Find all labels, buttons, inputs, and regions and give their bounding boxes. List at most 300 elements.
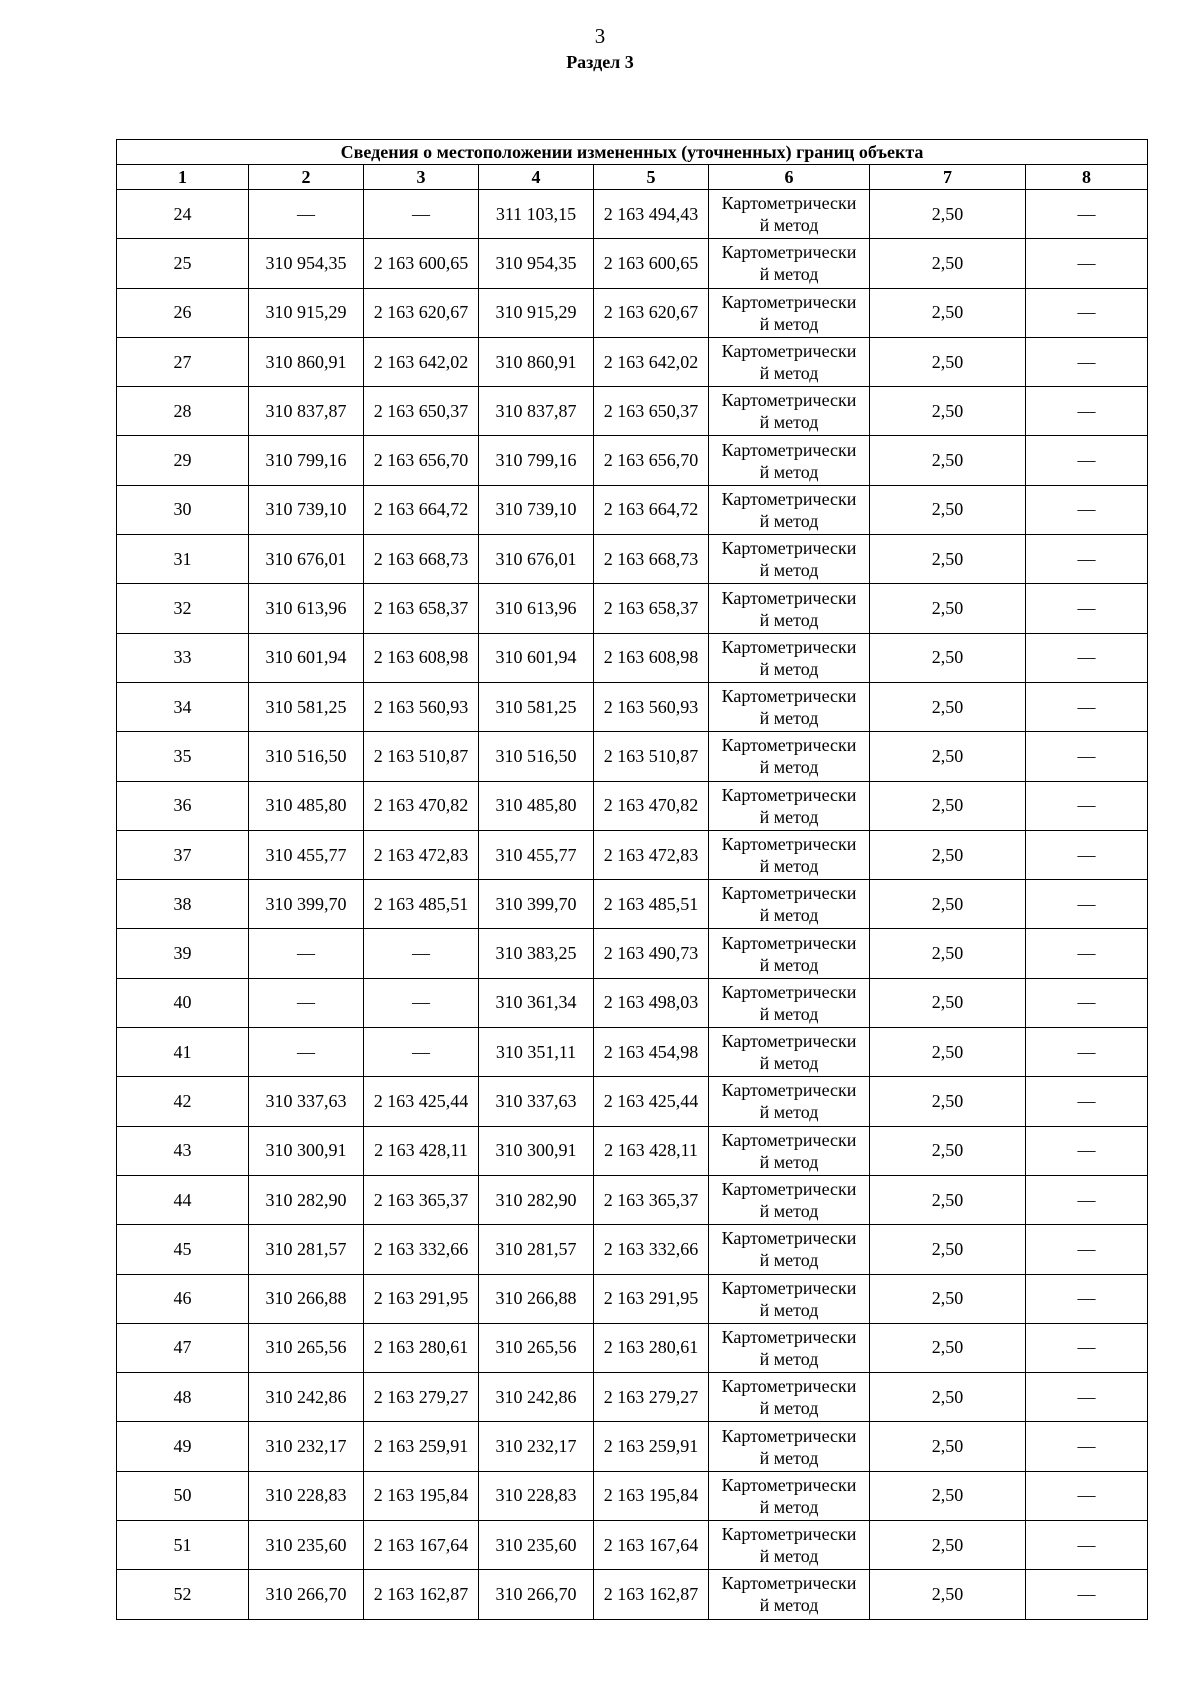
method-line: й метод <box>759 1201 819 1222</box>
method-line: й метод <box>759 1496 819 1517</box>
coordinate-cell: — <box>364 1028 479 1077</box>
method-cell <box>709 1323 870 1372</box>
coordinate-cell: 2 163 600,65 <box>364 239 479 288</box>
coordinate-cell: 2 163 195,84 <box>364 1471 479 1520</box>
accuracy-cell: 2,50 <box>870 1274 1026 1323</box>
method-cell <box>709 1175 870 1224</box>
coordinate-cell: 310 266,88 <box>479 1274 594 1323</box>
coordinate-cell: 310 516,50 <box>479 732 594 781</box>
table-row <box>117 1274 1148 1323</box>
point-number-cell: 48 <box>117 1373 249 1422</box>
coordinate-cell: 310 455,77 <box>249 830 364 879</box>
description-cell: — <box>1026 387 1148 436</box>
coordinate-cell: — <box>364 190 479 239</box>
point-number-cell: 25 <box>117 239 249 288</box>
point-number-cell: 28 <box>117 387 249 436</box>
coordinate-cell: 2 163 425,44 <box>594 1077 709 1126</box>
coordinate-cell: 310 266,88 <box>249 1274 364 1323</box>
method-line: й метод <box>759 1250 819 1271</box>
table-row <box>117 535 1148 584</box>
accuracy-cell: 2,50 <box>870 732 1026 781</box>
description-cell: — <box>1026 732 1148 781</box>
accuracy-cell: 2,50 <box>870 288 1026 337</box>
coordinate-cell: 2 163 332,66 <box>594 1225 709 1274</box>
column-number-row <box>117 165 1148 190</box>
coordinate-cell: 310 383,25 <box>479 929 594 978</box>
point-number-cell: 35 <box>117 732 249 781</box>
description-cell: — <box>1026 239 1148 288</box>
method-line: Картометрически <box>721 291 857 312</box>
accuracy-cell: 2,50 <box>870 1077 1026 1126</box>
coordinate-cell: 2 163 498,03 <box>594 978 709 1027</box>
table-row <box>117 1175 1148 1224</box>
method-cell <box>709 1471 870 1520</box>
coordinate-cell: 310 613,96 <box>249 584 364 633</box>
description-cell: — <box>1026 978 1148 1027</box>
coordinate-cell: 2 163 642,02 <box>364 337 479 386</box>
method-line: Картометрически <box>721 1129 857 1150</box>
accuracy-cell: 2,50 <box>870 1323 1026 1372</box>
method-cell <box>709 584 870 633</box>
accuracy-cell: 2,50 <box>870 1373 1026 1422</box>
method-line: й метод <box>759 1348 819 1369</box>
coordinate-cell: 2 163 620,67 <box>594 288 709 337</box>
coordinate-cell: 2 163 470,82 <box>364 781 479 830</box>
method-line: Картометрически <box>721 686 857 707</box>
description-cell: — <box>1026 190 1148 239</box>
description-cell: — <box>1026 1274 1148 1323</box>
method-line: Картометрически <box>721 1080 857 1101</box>
method-line: й метод <box>759 412 819 433</box>
point-number-cell: 41 <box>117 1028 249 1077</box>
description-cell: — <box>1026 781 1148 830</box>
coordinate-cell: 2 163 560,93 <box>594 682 709 731</box>
point-number-cell: 27 <box>117 337 249 386</box>
coordinate-cell: 2 163 658,37 <box>364 584 479 633</box>
description-cell: — <box>1026 1373 1148 1422</box>
method-line: Картометрически <box>721 1031 857 1052</box>
coordinate-cell: 2 163 279,27 <box>364 1373 479 1422</box>
section-title: Раздел 3 <box>566 52 634 72</box>
method-cell <box>709 880 870 929</box>
method-line: Картометрически <box>721 1228 857 1249</box>
point-number-cell: 39 <box>117 929 249 978</box>
point-number-cell: 45 <box>117 1225 249 1274</box>
method-cell <box>709 1521 870 1570</box>
coordinate-cell: — <box>249 1028 364 1077</box>
coordinate-cell: 310 799,16 <box>479 436 594 485</box>
coordinate-cell: 310 281,57 <box>479 1225 594 1274</box>
method-line: Картометрически <box>721 735 857 756</box>
coordinate-cell: 2 163 650,37 <box>364 387 479 436</box>
coordinate-cell: 2 163 485,51 <box>594 880 709 929</box>
method-line: й метод <box>759 1102 819 1123</box>
method-line: й метод <box>759 363 819 384</box>
table-row <box>117 682 1148 731</box>
table-row <box>117 239 1148 288</box>
method-cell <box>709 978 870 1027</box>
page-number: 3 <box>594 24 606 48</box>
description-cell: — <box>1026 830 1148 879</box>
method-line: Картометрически <box>721 784 857 805</box>
method-line: й метод <box>759 658 819 679</box>
coordinate-cell: 2 163 454,98 <box>594 1028 709 1077</box>
method-line: й метод <box>759 461 819 482</box>
accuracy-cell: 2,50 <box>870 1570 1026 1619</box>
coordinate-cell: 310 915,29 <box>249 288 364 337</box>
table-row <box>117 633 1148 682</box>
table-body <box>117 190 1148 1620</box>
table-row <box>117 190 1148 239</box>
coordinate-cell: 310 485,80 <box>479 781 594 830</box>
table-row <box>117 880 1148 929</box>
method-cell <box>709 485 870 534</box>
coordinate-cell: 310 799,16 <box>249 436 364 485</box>
accuracy-cell: 2,50 <box>870 880 1026 929</box>
table-row <box>117 1323 1148 1372</box>
coordinate-cell: 310 337,63 <box>249 1077 364 1126</box>
table-row <box>117 288 1148 337</box>
coordinate-cell: 2 163 425,44 <box>364 1077 479 1126</box>
coordinate-cell: 2 163 195,84 <box>594 1471 709 1520</box>
coordinate-cell: — <box>364 978 479 1027</box>
method-line: Картометрически <box>721 538 857 559</box>
coordinate-cell: 2 163 428,11 <box>364 1126 479 1175</box>
method-line: Картометрически <box>721 1425 857 1446</box>
method-cell <box>709 1077 870 1126</box>
method-line: Картометрически <box>721 636 857 657</box>
accuracy-cell: 2,50 <box>870 535 1026 584</box>
table-row <box>117 1225 1148 1274</box>
table-row <box>117 387 1148 436</box>
coordinate-cell: 310 228,83 <box>249 1471 364 1520</box>
description-cell: — <box>1026 337 1148 386</box>
coordinate-cell: 2 163 490,73 <box>594 929 709 978</box>
coordinate-cell: 2 163 600,65 <box>594 239 709 288</box>
coordinate-cell: 310 676,01 <box>249 535 364 584</box>
accuracy-cell: 2,50 <box>870 1471 1026 1520</box>
point-number-cell: 50 <box>117 1471 249 1520</box>
coordinate-cell: 2 163 259,91 <box>364 1422 479 1471</box>
coordinate-cell: 2 163 620,67 <box>364 288 479 337</box>
coordinate-cell: 310 516,50 <box>249 732 364 781</box>
method-cell <box>709 1570 870 1619</box>
coordinate-cell: 2 163 279,27 <box>594 1373 709 1422</box>
method-line: й метод <box>759 1447 819 1468</box>
method-cell <box>709 633 870 682</box>
column-number: 8 <box>1026 165 1148 190</box>
method-line: Картометрически <box>721 1573 857 1594</box>
method-line: й метод <box>759 1398 819 1419</box>
point-number-cell: 38 <box>117 880 249 929</box>
description-cell: — <box>1026 682 1148 731</box>
description-cell: — <box>1026 1570 1148 1619</box>
method-line: Картометрически <box>721 1326 857 1347</box>
method-cell <box>709 682 870 731</box>
description-cell: — <box>1026 485 1148 534</box>
coordinate-cell: 310 282,90 <box>479 1175 594 1224</box>
coordinate-cell: 2 163 560,93 <box>364 682 479 731</box>
method-line: й метод <box>759 1595 819 1616</box>
coordinate-cell: 310 232,17 <box>249 1422 364 1471</box>
table-row <box>117 732 1148 781</box>
point-number-cell: 24 <box>117 190 249 239</box>
coordinate-cell: 310 232,17 <box>479 1422 594 1471</box>
coordinate-cell: 2 163 291,95 <box>594 1274 709 1323</box>
accuracy-cell: 2,50 <box>870 1225 1026 1274</box>
point-number-cell: 42 <box>117 1077 249 1126</box>
method-line: Картометрически <box>721 834 857 854</box>
point-number-cell: 37 <box>117 830 249 879</box>
point-number-cell: 36 <box>117 781 249 830</box>
table-row <box>117 1471 1148 1520</box>
coordinate-cell: 2 163 280,61 <box>364 1323 479 1372</box>
coordinate-cell: 2 163 162,87 <box>594 1570 709 1619</box>
method-line: й метод <box>759 1151 819 1172</box>
description-cell: — <box>1026 1077 1148 1126</box>
method-line: Картометрически <box>721 488 857 509</box>
method-line: Картометрически <box>721 883 857 904</box>
description-cell: — <box>1026 436 1148 485</box>
column-number: 1 <box>117 165 249 190</box>
coordinate-cell: 310 837,87 <box>479 387 594 436</box>
table-row <box>117 1373 1148 1422</box>
method-cell <box>709 1274 870 1323</box>
coordinate-cell: 2 163 365,37 <box>594 1175 709 1224</box>
coordinate-cell: 2 163 494,43 <box>594 190 709 239</box>
coordinate-cell: 2 163 656,70 <box>594 436 709 485</box>
coordinate-cell: 2 163 650,37 <box>594 387 709 436</box>
method-line: Картометрически <box>721 1277 857 1298</box>
method-cell <box>709 535 870 584</box>
accuracy-cell: 2,50 <box>870 436 1026 485</box>
table-caption: Сведения о местоположении измененных (уточненных) границ объекта <box>117 140 1148 165</box>
point-number-cell: 52 <box>117 1570 249 1619</box>
accuracy-cell: 2,50 <box>870 387 1026 436</box>
column-number: 6 <box>709 165 870 190</box>
column-number: 4 <box>479 165 594 190</box>
method-line: Картометрически <box>721 242 857 263</box>
method-line: Картометрически <box>721 1524 857 1545</box>
method-cell <box>709 732 870 781</box>
coordinate-cell: 310 242,86 <box>479 1373 594 1422</box>
table-row <box>117 1126 1148 1175</box>
point-number-cell: 43 <box>117 1126 249 1175</box>
coordinate-cell: 310 399,70 <box>249 880 364 929</box>
description-cell: — <box>1026 584 1148 633</box>
method-cell <box>709 436 870 485</box>
method-line: Картометрически <box>721 1376 857 1397</box>
description-cell: — <box>1026 929 1148 978</box>
point-number-cell: 34 <box>117 682 249 731</box>
table-row <box>117 1570 1148 1619</box>
method-line: й метод <box>759 1299 819 1320</box>
table-row <box>117 1028 1148 1077</box>
coordinate-cell: 310 601,94 <box>479 633 594 682</box>
accuracy-cell: 2,50 <box>870 830 1026 879</box>
method-cell <box>709 830 870 879</box>
coordinate-cell: 2 163 472,83 <box>594 830 709 879</box>
coordinate-cell: 310 337,63 <box>479 1077 594 1126</box>
coordinate-cell: 2 163 656,70 <box>364 436 479 485</box>
method-line: Картометрически <box>721 981 857 1002</box>
coordinate-cell: 2 163 668,73 <box>594 535 709 584</box>
coordinate-cell: 310 739,10 <box>249 485 364 534</box>
method-line: й метод <box>759 1003 819 1024</box>
method-cell <box>709 387 870 436</box>
table-row <box>117 485 1148 534</box>
description-cell: — <box>1026 1521 1148 1570</box>
coordinate-cell: 2 163 167,64 <box>594 1521 709 1570</box>
coordinate-cell: 2 163 365,37 <box>364 1175 479 1224</box>
point-number-cell: 49 <box>117 1422 249 1471</box>
table-row <box>117 1077 1148 1126</box>
description-cell: — <box>1026 1126 1148 1175</box>
coordinate-cell: 2 163 167,64 <box>364 1521 479 1570</box>
method-line: й метод <box>759 954 819 975</box>
coordinate-cell: 310 266,70 <box>249 1570 364 1619</box>
method-line: Картометрически <box>721 1474 857 1495</box>
coordinate-cell: 310 361,34 <box>479 978 594 1027</box>
method-line: й метод <box>759 313 819 334</box>
method-line: й метод <box>759 806 819 827</box>
accuracy-cell: 2,50 <box>870 337 1026 386</box>
accuracy-cell: 2,50 <box>870 190 1026 239</box>
method-cell <box>709 781 870 830</box>
method-cell <box>709 1373 870 1422</box>
accuracy-cell: 2,50 <box>870 978 1026 1027</box>
accuracy-cell: 2,50 <box>870 781 1026 830</box>
coordinate-cell: 2 163 291,95 <box>364 1274 479 1323</box>
coordinate-cell: 310 676,01 <box>479 535 594 584</box>
coordinate-cell: 310 235,60 <box>249 1521 364 1570</box>
coordinate-cell: — <box>249 190 364 239</box>
coordinate-cell: 310 282,90 <box>249 1175 364 1224</box>
point-number-cell: 29 <box>117 436 249 485</box>
coordinate-cell: 2 163 280,61 <box>594 1323 709 1372</box>
description-cell: — <box>1026 1225 1148 1274</box>
method-line: й метод <box>759 856 819 876</box>
coordinate-cell: 2 163 428,11 <box>594 1126 709 1175</box>
coordinate-cell: 310 837,87 <box>249 387 364 436</box>
table-row <box>117 1521 1148 1570</box>
column-number: 3 <box>364 165 479 190</box>
description-cell: — <box>1026 633 1148 682</box>
table-row <box>117 337 1148 386</box>
method-line: Картометрически <box>721 1179 857 1200</box>
coordinate-cell: 2 163 485,51 <box>364 880 479 929</box>
column-number: 5 <box>594 165 709 190</box>
coordinate-cell: 2 163 642,02 <box>594 337 709 386</box>
point-number-cell: 46 <box>117 1274 249 1323</box>
coordinate-cell: 310 265,56 <box>249 1323 364 1372</box>
accuracy-cell: 2,50 <box>870 485 1026 534</box>
method-line: й метод <box>759 264 819 285</box>
coordinate-cell: 310 613,96 <box>479 584 594 633</box>
coordinate-cell: — <box>249 929 364 978</box>
point-number-cell: 31 <box>117 535 249 584</box>
coordinate-cell: — <box>364 929 479 978</box>
coordinate-cell: — <box>249 978 364 1027</box>
point-number-cell: 26 <box>117 288 249 337</box>
coordinate-cell: 310 581,25 <box>479 682 594 731</box>
method-line: й метод <box>759 560 819 581</box>
method-line: й метод <box>759 609 819 630</box>
point-number-cell: 44 <box>117 1175 249 1224</box>
method-cell <box>709 337 870 386</box>
method-line: Картометрически <box>721 439 857 460</box>
table-row <box>117 1422 1148 1471</box>
accuracy-cell: 2,50 <box>870 1126 1026 1175</box>
coordinates-table <box>116 139 1148 1620</box>
accuracy-cell: 2,50 <box>870 584 1026 633</box>
method-line: й метод <box>759 708 819 729</box>
point-number-cell: 40 <box>117 978 249 1027</box>
coordinate-cell: 310 860,91 <box>479 337 594 386</box>
coordinate-cell: 310 601,94 <box>249 633 364 682</box>
method-line: Картометрически <box>721 341 857 362</box>
coordinate-cell: 310 281,57 <box>249 1225 364 1274</box>
coordinate-cell: 2 163 510,87 <box>364 732 479 781</box>
coordinate-cell: 311 103,15 <box>479 190 594 239</box>
table-row <box>117 978 1148 1027</box>
method-line: Картометрически <box>721 932 857 953</box>
method-line: й метод <box>759 215 819 236</box>
coordinate-cell: 310 399,70 <box>479 880 594 929</box>
coordinate-cell: 2 163 470,82 <box>594 781 709 830</box>
accuracy-cell: 2,50 <box>870 1175 1026 1224</box>
method-cell <box>709 1028 870 1077</box>
method-cell <box>709 1225 870 1274</box>
description-cell: — <box>1026 1422 1148 1471</box>
table-row <box>117 584 1148 633</box>
coordinate-cell: 310 954,35 <box>479 239 594 288</box>
coordinate-cell: 2 163 608,98 <box>364 633 479 682</box>
description-cell: — <box>1026 288 1148 337</box>
coordinate-cell: 2 163 668,73 <box>364 535 479 584</box>
method-line: й метод <box>759 510 819 531</box>
accuracy-cell: 2,50 <box>870 682 1026 731</box>
coordinate-cell: 310 300,91 <box>249 1126 364 1175</box>
coordinate-cell: 310 266,70 <box>479 1570 594 1619</box>
description-cell: — <box>1026 1028 1148 1077</box>
table-row <box>117 830 1148 879</box>
point-number-cell: 30 <box>117 485 249 534</box>
coordinate-cell: 310 485,80 <box>249 781 364 830</box>
method-line: й метод <box>759 757 819 778</box>
column-number: 2 <box>249 165 364 190</box>
coordinate-cell: 2 163 608,98 <box>594 633 709 682</box>
accuracy-cell: 2,50 <box>870 929 1026 978</box>
coordinate-cell: 2 163 664,72 <box>364 485 479 534</box>
description-cell: — <box>1026 880 1148 929</box>
method-line: й метод <box>759 905 819 926</box>
coordinate-cell: 2 163 332,66 <box>364 1225 479 1274</box>
coordinate-cell: 2 163 664,72 <box>594 485 709 534</box>
description-cell: — <box>1026 535 1148 584</box>
method-cell <box>709 239 870 288</box>
table-row <box>117 929 1148 978</box>
coordinate-cell: 310 265,56 <box>479 1323 594 1372</box>
point-number-cell: 32 <box>117 584 249 633</box>
method-cell <box>709 1126 870 1175</box>
point-number-cell: 51 <box>117 1521 249 1570</box>
accuracy-cell: 2,50 <box>870 1028 1026 1077</box>
method-cell <box>709 288 870 337</box>
method-cell <box>709 1422 870 1471</box>
coordinate-cell: 310 235,60 <box>479 1521 594 1570</box>
accuracy-cell: 2,50 <box>870 633 1026 682</box>
